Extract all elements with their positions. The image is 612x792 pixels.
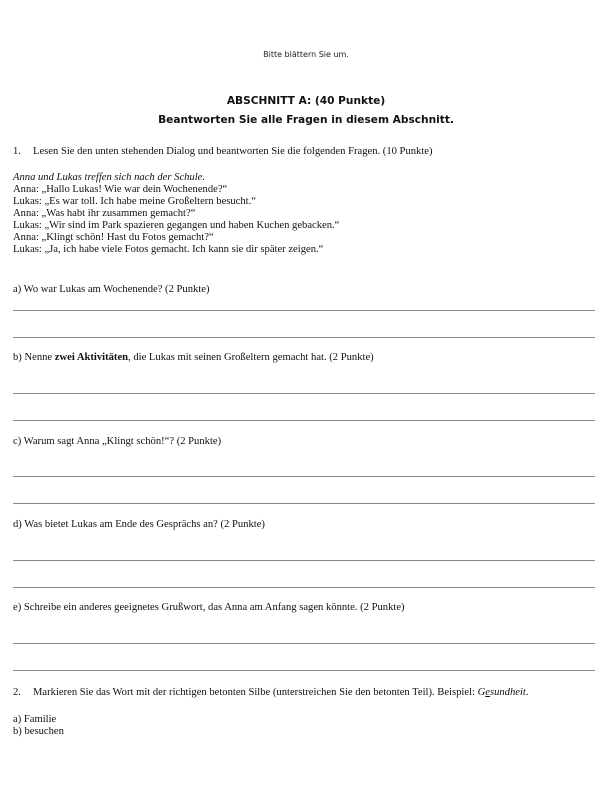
answer-line[interactable] [13, 310, 595, 311]
example-period: . [525, 687, 529, 698]
answer-line[interactable] [13, 476, 595, 477]
answer-line[interactable] [13, 560, 595, 561]
answer-line[interactable] [13, 393, 595, 394]
answer-line[interactable] [13, 503, 595, 504]
dialog-scene: Anna und Lukas treffen sich nach der Schule. [13, 172, 206, 183]
dialog-line: Anna: „Klingt schön! Hast du Fotos gemacht?“ [13, 232, 214, 243]
subquestion-c: c) Warum sagt Anna „Klingt schön!“? (2 Punkte) [13, 436, 222, 447]
example-word-start: G [477, 687, 486, 698]
question-1-prompt [13, 146, 433, 157]
subquestion-b-text: b) Nenne [13, 352, 55, 363]
question-2-text: Markieren Sie das Wort mit der richtigen betonten Silbe (unterstreichen Sie den betonten Teil). Beispiel: [33, 687, 478, 698]
answer-line[interactable] [13, 670, 595, 671]
answer-line[interactable] [13, 643, 595, 644]
question-1-number: 1. [13, 146, 21, 157]
dialog-line: Lukas: „Es war toll. Ich habe meine Großeltern besucht.“ [13, 196, 256, 207]
dialog-line: Lukas: „Wir sind im Park spazieren gegangen und haben Kuchen gebacken.“ [13, 220, 340, 231]
question-1-text: Lesen Sie den unten stehenden Dialog und beantworten Sie die folgenden Fragen. (10 Punkte) [33, 146, 433, 157]
question-2-prompt [13, 687, 529, 698]
turn-page-note: Bitte blättern Sie um. [263, 50, 349, 59]
question-2-item[interactable]: a) Familie [13, 714, 57, 725]
answer-line[interactable] [13, 337, 595, 338]
dialog-line: Lukas: „Ja, ich habe viele Fotos gemacht. Ich kann sie dir später zeigen.“ [13, 244, 324, 255]
subquestion-d: d) Was bietet Lukas am Ende des Gesprächs an? (2 Punkte) [13, 519, 265, 530]
dialog-line: Anna: „Hallo Lukas! Wie war dein Wochenende?“ [13, 184, 228, 195]
answer-line[interactable] [13, 420, 595, 421]
question-2-item[interactable]: b) besuchen [13, 726, 64, 737]
example-word-end: sundheit [489, 687, 526, 698]
subquestion-b-emphasis: zwei Aktivitäten [54, 352, 129, 363]
subquestion-a: a) Wo war Lukas am Wochenende? (2 Punkte) [13, 284, 210, 295]
section-subtitle: Beantworten Sie alle Fragen in diesem Abschnitt. [158, 114, 454, 126]
answer-line[interactable] [13, 587, 595, 588]
subquestion-b [13, 352, 374, 363]
example-word [478, 687, 526, 698]
section-title: ABSCHNITT A: (40 Punkte) [226, 95, 386, 107]
dialog-line: Anna: „Was habt ihr zusammen gemacht?“ [13, 208, 196, 219]
example-stressed-syllable: e [485, 687, 490, 698]
subquestion-b-text: , die Lukas mit seinen Großeltern gemacht hat. (2 Punkte) [128, 352, 374, 363]
subquestion-e: e) Schreibe ein anderes geeignetes Grußwort, das Anna am Anfang sagen könnte. (2 Punkte) [13, 602, 405, 613]
question-2-number: 2. [13, 687, 21, 698]
